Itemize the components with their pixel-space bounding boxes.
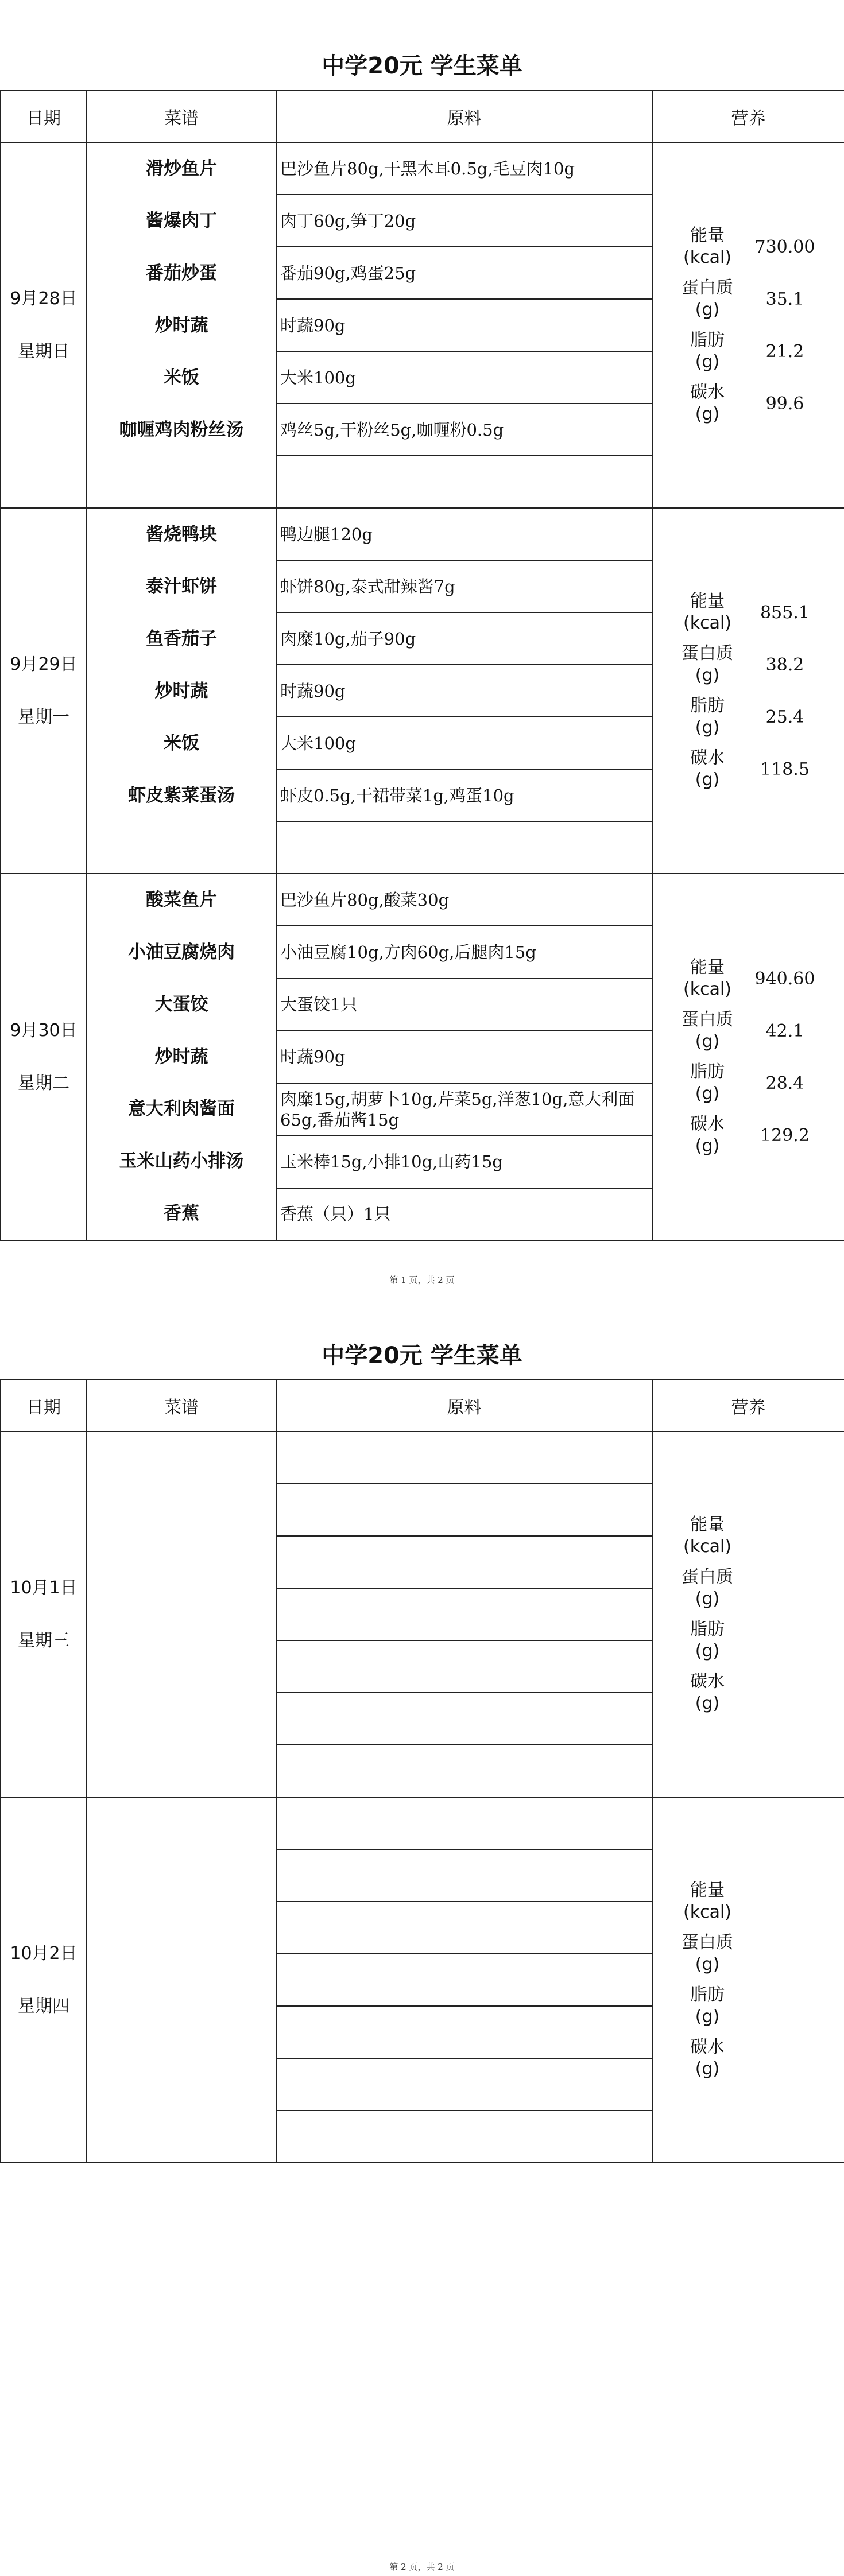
page-footer: 第 2 页，共 2 页 (389, 2562, 455, 2572)
nutrition-row-energy (676, 587, 831, 639)
ingredients-cell (276, 1902, 652, 1954)
nutrition-label (676, 225, 739, 269)
dish-name: 炒时蔬 (154, 315, 208, 336)
ingredients-cell: 肉糜10g,茄子90g (276, 612, 652, 665)
nutrition-value-carb: 99.6 (765, 393, 804, 414)
ingredients-cell: 鸭边腿120g (276, 508, 652, 560)
ingredients-cell: 大米100g (276, 717, 652, 769)
day-date: 9月30日 (10, 1020, 78, 1041)
nutrition-label-unit: (kcal) (683, 247, 731, 267)
ingredients-cell (276, 1849, 652, 1902)
nutrition-label-name: 碳水 (690, 1671, 725, 1692)
header-ingredients: 原料 (276, 91, 652, 142)
nutrition-value-energy: 855.1 (760, 602, 810, 623)
ingredients-cell (276, 2111, 652, 2163)
nutrition-label (676, 2036, 739, 2080)
nutrition-value-energy: 940.60 (754, 968, 815, 989)
dish-name: 小油豆腐烧肉 (128, 942, 235, 963)
nutrition-label (676, 957, 739, 1000)
ingredient-row (1, 1797, 844, 1849)
ingredients-cell: 虾皮0.5g,干裙带菜1g,鸡蛋10g (276, 769, 652, 821)
nutrition-label (676, 1619, 739, 1662)
nutrition-label-unit: (kcal) (683, 979, 731, 999)
ingredients-cell (276, 2006, 652, 2058)
nutrition-row-fat (676, 325, 831, 378)
nutrition-value-protein: 38.2 (765, 654, 804, 675)
dish-list (87, 1797, 276, 2163)
nutrition-grid (676, 221, 831, 430)
dish-name: 米饭 (164, 367, 199, 388)
nutrition-label-unit: (g) (695, 2007, 720, 2027)
page-footer: 第 1 页，共 2 页 (389, 1275, 455, 1285)
date-cell (1, 508, 87, 874)
dish-name: 米饭 (164, 733, 199, 754)
header-row (1, 91, 844, 142)
nutrition-grid (676, 1876, 831, 2085)
nutrition-row-protein (676, 1928, 831, 1980)
nutrition-label-name: 脂肪 (690, 1619, 725, 1639)
dish-name: 酱爆肉丁 (146, 211, 217, 231)
day-weekday: 星期四 (18, 1996, 69, 2016)
nutrition-label-unit: (g) (695, 717, 720, 738)
ingredients-cell: 时蔬90g (276, 299, 652, 351)
ingredients-cell (276, 1745, 652, 1797)
nutrition-value-carb: 118.5 (760, 759, 810, 779)
ingredients-cell (276, 2058, 652, 2111)
ingredients-cell: 大蛋饺1只 (276, 979, 652, 1031)
nutrition-row-carb (676, 378, 831, 430)
nutrition-row-carb (676, 1109, 831, 1162)
ingredients-cell: 巴沙鱼片80g,酸菜30g (276, 874, 652, 926)
nutrition-label-name: 能量 (690, 1515, 725, 1535)
ingredients-cell: 小油豆腐10g,方肉60g,后腿肉15g (276, 926, 652, 978)
nutrition-value-protein: 35.1 (765, 289, 804, 309)
date-cell (1, 874, 87, 1240)
nutrition-label-unit: (g) (695, 352, 720, 372)
nutrition-label (676, 1566, 739, 1610)
ingredients-cell (276, 1536, 652, 1588)
page-title: 中学20元 学生菜单 (322, 53, 522, 79)
header-row (1, 1380, 844, 1431)
nutrition-row-energy (676, 1876, 831, 1928)
menu-table (0, 90, 844, 1241)
ingredients-cell: 虾饼80g,泰式甜辣酱7g (276, 560, 652, 612)
dish-name: 咖喱鸡肉粉丝汤 (119, 420, 244, 440)
nutrition-value-fat: 28.4 (765, 1073, 804, 1093)
nutrition-row-protein (676, 639, 831, 691)
nutrition-label-name: 能量 (690, 957, 725, 977)
nutrition-cell (652, 142, 844, 508)
nutrition-label-unit: (g) (695, 1954, 720, 1974)
nutrition-label-name: 能量 (690, 226, 725, 246)
header-ingredients: 原料 (276, 1380, 652, 1431)
nutrition-label-unit: (g) (695, 770, 720, 790)
nutrition-label-unit: (g) (695, 665, 720, 685)
header-nutrition: 营养 (652, 91, 844, 142)
nutrition-row-fat (676, 1980, 831, 2032)
nutrition-label (676, 591, 739, 634)
nutrition-label-name: 蛋白质 (682, 1567, 733, 1587)
nutrition-label-unit: (kcal) (683, 1902, 731, 1922)
ingredients-cell: 香蕉（只）1只 (276, 1188, 652, 1240)
nutrition-label-name: 蛋白质 (682, 1010, 733, 1030)
day-date: 9月28日 (10, 288, 78, 309)
nutrition-label (676, 1114, 739, 1157)
dish-name: 番茄炒蛋 (146, 263, 217, 284)
ingredients-cell (276, 1484, 652, 1536)
nutrition-label-name: 碳水 (690, 748, 725, 768)
nutrition-label-unit: (g) (695, 404, 720, 424)
day-weekday: 星期一 (18, 707, 69, 727)
nutrition-label-unit: (g) (695, 300, 720, 320)
dish-name: 大蛋饺 (154, 994, 208, 1015)
nutrition-cell (652, 874, 844, 1240)
day-weekday: 星期三 (18, 1630, 69, 1651)
nutrition-label-unit: (g) (695, 1589, 720, 1609)
nutrition-row-protein (676, 273, 831, 325)
nutrition-label-unit: (g) (695, 1084, 720, 1104)
ingredients-cell (276, 1588, 652, 1640)
nutrition-label-name: 能量 (690, 591, 725, 611)
dish-name: 滑炒鱼片 (146, 158, 217, 179)
nutrition-label-unit: (g) (695, 1136, 720, 1156)
nutrition-label-unit: (g) (695, 1641, 720, 1661)
nutrition-label (676, 1671, 739, 1714)
ingredients-cell: 肉糜15g,胡萝卜10g,芹菜5g,洋葱10g,意大利面65g,番茄酱15g (276, 1083, 652, 1135)
header-nutrition: 营养 (652, 1380, 844, 1431)
ingredient-row (1, 142, 844, 195)
nutrition-label-unit: (kcal) (683, 613, 731, 633)
nutrition-label-unit: (g) (695, 1031, 720, 1052)
ingredient-row (1, 874, 844, 926)
nutrition-label (676, 277, 739, 321)
nutrition-value-protein: 42.1 (765, 1021, 804, 1041)
nutrition-row-energy (676, 221, 831, 273)
nutrition-label (676, 1061, 739, 1105)
nutrition-label (676, 643, 739, 686)
day-weekday: 星期日 (18, 341, 69, 362)
ingredient-row (1, 1431, 844, 1484)
nutrition-value-fat: 25.4 (765, 707, 804, 727)
page-title: 中学20元 学生菜单 (322, 1343, 522, 1369)
nutrition-label-name: 能量 (690, 1880, 725, 1900)
nutrition-label-name: 蛋白质 (682, 278, 733, 298)
nutrition-label (676, 695, 739, 739)
nutrition-cell (652, 1431, 844, 1797)
date-cell (1, 1431, 87, 1797)
nutrition-grid (676, 1510, 831, 1719)
header-date: 日期 (1, 91, 87, 142)
header-dish: 菜谱 (87, 91, 276, 142)
nutrition-cell (652, 1797, 844, 2163)
nutrition-row-carb (676, 743, 831, 796)
dish-list (87, 508, 276, 874)
nutrition-label-name: 脂肪 (690, 330, 725, 350)
nutrition-row-fat (676, 1615, 831, 1667)
nutrition-grid (676, 587, 831, 796)
ingredients-cell (276, 1954, 652, 2006)
ingredients-cell: 时蔬90g (276, 1031, 652, 1083)
nutrition-label-name: 碳水 (690, 2037, 725, 2057)
dish-name: 玉米山药小排汤 (119, 1151, 244, 1171)
ingredients-cell (276, 1693, 652, 1745)
nutrition-label-name: 蛋白质 (682, 643, 733, 664)
dish-list (87, 142, 276, 508)
nutrition-label (676, 329, 739, 373)
nutrition-label-unit: (g) (695, 1693, 720, 1713)
day-date: 10月1日 (10, 1577, 78, 1598)
nutrition-label-name: 脂肪 (690, 696, 725, 716)
nutrition-row-energy (676, 953, 831, 1005)
ingredients-cell: 玉米棒15g,小排10g,山药15g (276, 1135, 652, 1188)
dish-name: 炒时蔬 (154, 681, 208, 701)
nutrition-label (676, 1880, 739, 1923)
day-date: 10月2日 (10, 1943, 78, 1964)
header-dish: 菜谱 (87, 1380, 276, 1431)
ingredients-cell: 番茄90g,鸡蛋25g (276, 247, 652, 299)
ingredients-cell (276, 821, 652, 874)
ingredients-cell: 肉丁60g,笋丁20g (276, 195, 652, 247)
nutrition-label (676, 382, 739, 425)
nutrition-value-fat: 21.2 (765, 341, 804, 362)
nutrition-label-unit: (kcal) (683, 1537, 731, 1557)
nutrition-label-unit: (g) (695, 2059, 720, 2079)
nutrition-value-energy: 730.00 (754, 236, 815, 257)
nutrition-label-name: 蛋白质 (682, 1933, 733, 1953)
nutrition-label (676, 1932, 739, 1976)
nutrition-label-name: 碳水 (690, 1114, 725, 1134)
header-date: 日期 (1, 1380, 87, 1431)
date-cell (1, 1797, 87, 2163)
ingredients-cell: 巴沙鱼片80g,干黑木耳0.5g,毛豆肉10g (276, 142, 652, 195)
dish-list (87, 1431, 276, 1797)
ingredients-cell (276, 1640, 652, 1693)
ingredients-cell (276, 1797, 652, 1849)
nutrition-label (676, 1984, 739, 2028)
dish-name: 香蕉 (164, 1203, 199, 1224)
nutrition-label-name: 脂肪 (690, 1062, 725, 1082)
ingredient-row (1, 508, 844, 560)
nutrition-value-carb: 129.2 (760, 1125, 810, 1146)
dish-name: 酱烧鸭块 (146, 524, 217, 545)
nutrition-row-protein (676, 1562, 831, 1615)
dish-name: 鱼香茄子 (146, 629, 217, 649)
dish-name: 酸菜鱼片 (146, 890, 217, 910)
ingredients-cell: 鸡丝5g,干粉丝5g,咖喱粉0.5g (276, 404, 652, 456)
day-date: 9月29日 (10, 654, 78, 674)
dish-name: 炒时蔬 (154, 1046, 208, 1067)
ingredients-cell: 大米100g (276, 351, 652, 404)
nutrition-row-protein (676, 1005, 831, 1057)
nutrition-cell (652, 508, 844, 874)
nutrition-label-name: 碳水 (690, 382, 725, 402)
ingredients-cell (276, 1431, 652, 1484)
nutrition-row-energy (676, 1510, 831, 1562)
nutrition-grid (676, 953, 831, 1162)
day-weekday: 星期二 (18, 1073, 69, 1093)
ingredients-cell (276, 456, 652, 508)
menu-table (0, 1379, 844, 2163)
dish-list (87, 874, 276, 1240)
nutrition-label (676, 747, 739, 791)
dish-name: 虾皮紫菜蛋汤 (128, 785, 235, 806)
nutrition-row-carb (676, 1667, 831, 1719)
nutrition-row-fat (676, 691, 831, 743)
ingredients-cell: 时蔬90g (276, 665, 652, 717)
nutrition-row-fat (676, 1057, 831, 1109)
nutrition-row-carb (676, 2032, 831, 2085)
dish-name: 意大利肉酱面 (128, 1099, 235, 1119)
nutrition-label (676, 1009, 739, 1053)
nutrition-label (676, 1514, 739, 1558)
date-cell (1, 142, 87, 508)
nutrition-label-name: 脂肪 (690, 1985, 725, 2005)
dish-name: 泰汁虾饼 (146, 576, 217, 597)
